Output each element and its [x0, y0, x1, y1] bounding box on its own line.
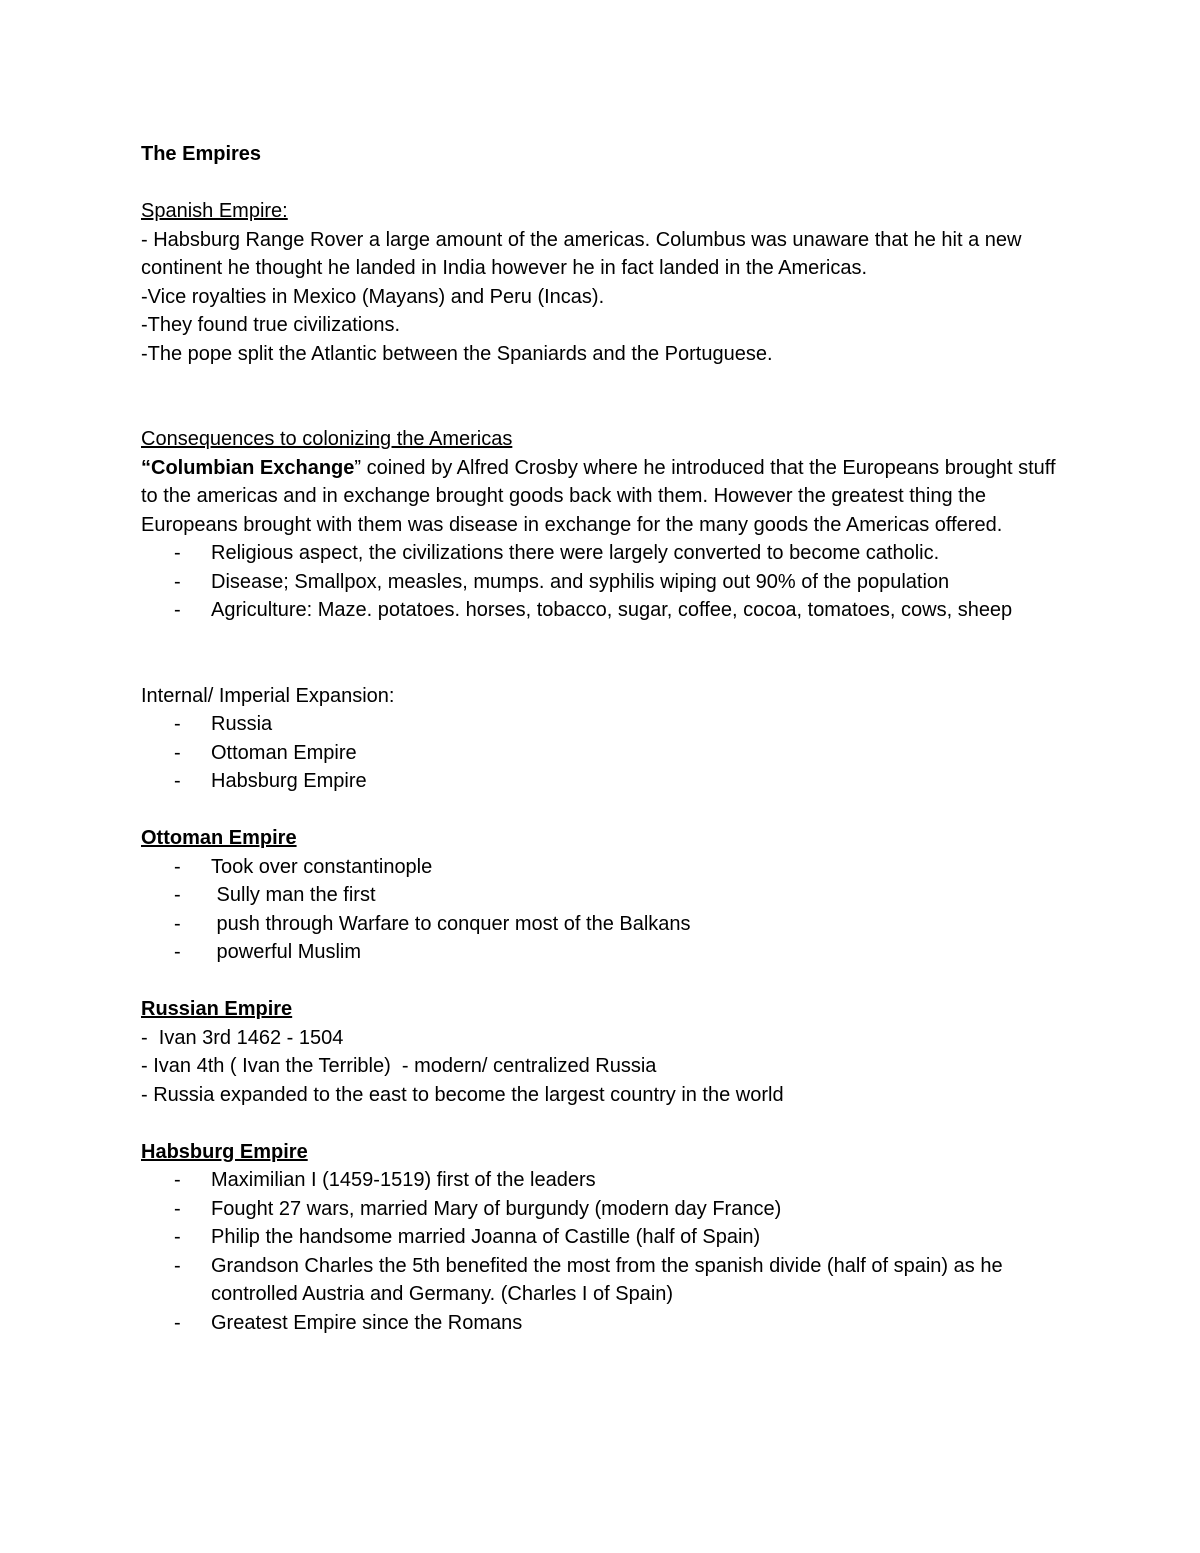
dash-marker: -	[174, 1197, 181, 1220]
list-item-text: Agriculture: Maze. potatoes. horses, tobacco, sugar, coffee, cocoa, tomatoes, cows, sheep	[211, 599, 1013, 621]
spanish-heading: Spanish Empire:	[141, 200, 288, 222]
list-item	[141, 853, 1061, 882]
list-item	[141, 739, 1061, 768]
list-item	[141, 1195, 1061, 1224]
list-item-text: Russia	[211, 713, 273, 735]
consequences-paragraph	[141, 454, 1061, 540]
internal-list	[141, 710, 1061, 796]
list-item	[141, 881, 1061, 910]
dash-marker: -	[174, 1169, 181, 1191]
dash-marker: -	[174, 599, 181, 621]
list-item-text: powerful Muslim	[211, 941, 362, 963]
consequences-heading: Consequences to colonizing the Americas	[141, 428, 513, 450]
list-item	[141, 596, 1061, 625]
list-item-text: Habsburg Empire	[211, 770, 367, 792]
list-item-text: Philip the handsome married Joanna of Castille (half of Spain)	[211, 1226, 761, 1248]
consequences-list	[141, 539, 1061, 625]
ottoman-list	[141, 853, 1061, 967]
list-item-text: push through Warfare to conquer most of the Balkans	[211, 912, 691, 935]
spanish-line: - Habsburg Range Rover a large amount of the americas. Columbus was unaware that he hit a new continent he thought he landed in India however he in fact landed in the Americas.	[141, 228, 1022, 279]
list-item-text: Ottoman Empire	[211, 741, 357, 764]
russian-heading: Russian Empire	[141, 998, 293, 1020]
list-item-text: Maximilian I (1459-1519) first of the leaders	[211, 1169, 596, 1191]
dash-marker: -	[174, 1311, 181, 1334]
dash-marker: -	[174, 542, 181, 564]
list-item	[141, 1309, 1061, 1338]
ottoman-heading: Ottoman Empire	[141, 827, 297, 849]
russian-line: - Ivan 3rd 1462 - 1504	[141, 1026, 344, 1049]
list-item	[141, 568, 1061, 597]
list-item-text: Greatest Empire since the Romans	[211, 1311, 523, 1334]
document-body	[141, 140, 1061, 1337]
list-item	[141, 1252, 1061, 1309]
page-title: The Empires	[141, 143, 262, 165]
list-item-text: Sully man the first	[211, 884, 376, 906]
list-item	[141, 910, 1061, 939]
spanish-line: -They found true civilizations.	[141, 314, 401, 336]
list-item	[141, 938, 1061, 967]
list-item	[141, 539, 1061, 568]
list-item	[141, 1166, 1061, 1195]
dash-marker: -	[174, 941, 181, 963]
dash-marker: -	[174, 1254, 181, 1277]
russian-line: - Russia expanded to the east to become the largest country in the world	[141, 1083, 784, 1106]
spanish-line: -The pope split the Atlantic between the Spaniards and the Portuguese.	[141, 342, 773, 365]
dash-marker: -	[174, 912, 181, 935]
dash-marker: -	[174, 713, 181, 735]
columbian-exchange-term: “Columbian Exchange	[141, 456, 355, 479]
russian-line: - Ivan 4th ( Ivan the Terrible) - modern/ centralized Russia	[141, 1055, 657, 1077]
habsburg-heading: Habsburg Empire	[141, 1140, 308, 1163]
list-item	[141, 710, 1061, 739]
consequences-text: ” coined by Alfred Crosby where he introduced that the Europeans brought stuff to the americas and in exchange brought goods back with them. However the greatest thing the Europeans brought with them was disease in exchange for the many goods the Americas offered.	[141, 456, 1056, 536]
list-item	[141, 767, 1061, 796]
list-item-text: Took over constantinople	[211, 855, 433, 878]
dash-marker: -	[174, 1226, 181, 1248]
dash-marker: -	[174, 855, 181, 878]
spanish-line: -Vice royalties in Mexico (Mayans) and Peru (Incas).	[141, 285, 605, 308]
list-item	[141, 1223, 1061, 1252]
habsburg-list	[141, 1166, 1061, 1337]
list-item-text: Religious aspect, the civilizations there were largely converted to become catholic.	[211, 542, 940, 564]
list-item-text: Fought 27 wars, married Mary of burgundy (modern day France)	[211, 1197, 782, 1220]
dash-marker: -	[174, 884, 181, 906]
list-item-text: Disease; Smallpox, measles, mumps. and syphilis wiping out 90% of the population	[211, 570, 950, 593]
internal-heading: Internal/ Imperial Expansion:	[141, 684, 395, 707]
list-item-text: Grandson Charles the 5th benefited the most from the spanish divide (half of spain) as he controlled Austria and Germany. (Charles I of Spain)	[211, 1254, 1003, 1305]
dash-marker: -	[174, 770, 181, 792]
dash-marker: -	[174, 570, 181, 593]
dash-marker: -	[174, 741, 181, 764]
